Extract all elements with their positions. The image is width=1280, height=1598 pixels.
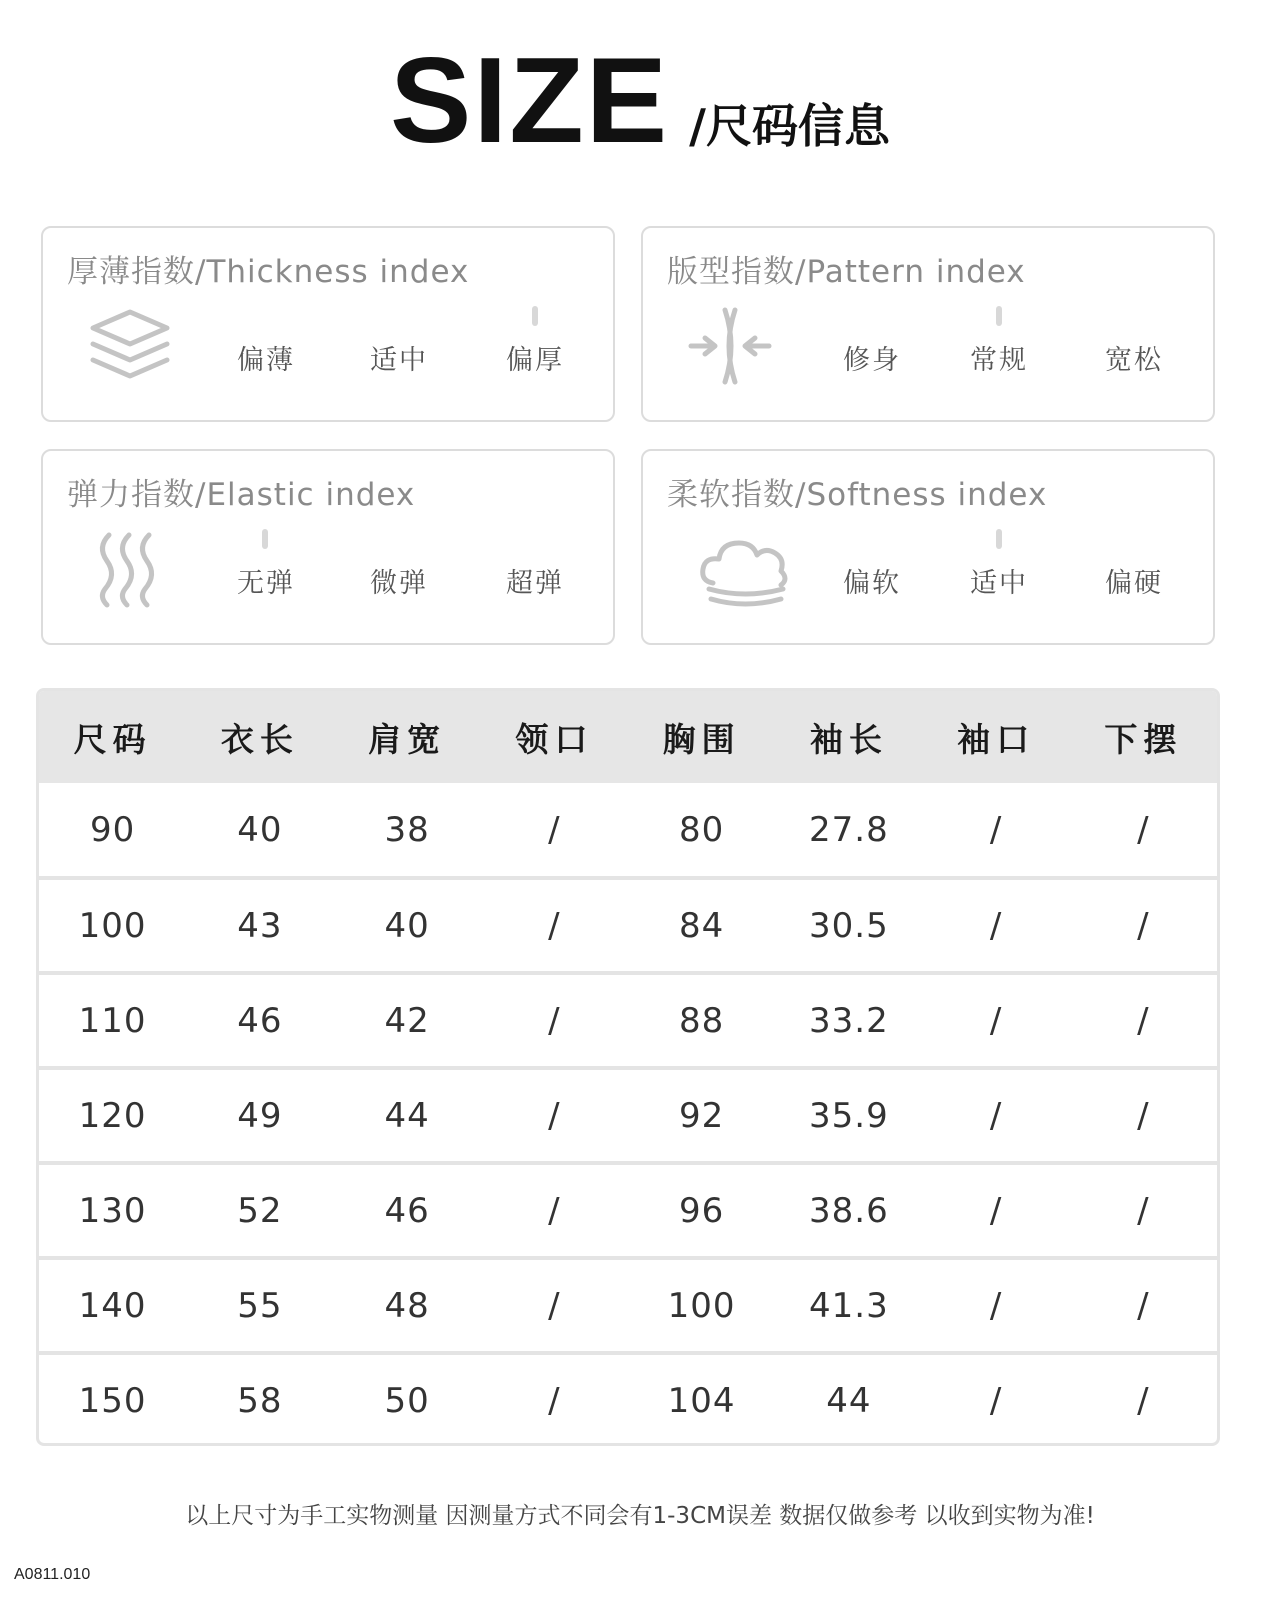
table-row <box>39 783 1217 876</box>
table-cell: / <box>548 905 561 946</box>
table-header-cell: 下摆 <box>1104 719 1183 759</box>
table-cell: / <box>548 1095 561 1136</box>
table-cell: / <box>1137 1380 1150 1421</box>
pattern-selected-marker <box>996 306 1002 326</box>
table-cell: 88 <box>678 1000 725 1041</box>
table-row <box>39 971 1217 1066</box>
table-cell: / <box>1137 1190 1150 1231</box>
softness-option-hard: 偏硬 <box>1105 568 1163 599</box>
thickness-index-card <box>41 226 615 422</box>
table-header-cell: 尺码 <box>73 719 152 759</box>
table-cell: 41.3 <box>809 1285 889 1326</box>
layers-icon <box>85 306 175 386</box>
table-header-cell: 领口 <box>515 719 594 759</box>
table-cell: / <box>548 1000 561 1041</box>
table-cell: / <box>548 809 561 850</box>
table-cell: / <box>1137 905 1150 946</box>
table-header-cell: 肩宽 <box>368 719 447 759</box>
table-cell: 30.5 <box>809 905 889 946</box>
table-cell: 27.8 <box>809 809 889 850</box>
table-cell: 58 <box>237 1380 283 1421</box>
thickness-option-medium: 适中 <box>370 345 428 376</box>
softness-index-title: 柔软指数/Softness index <box>667 477 1048 513</box>
pattern-index-title: 版型指数/Pattern index <box>667 254 1026 290</box>
table-header-cell: 胸围 <box>662 719 741 759</box>
title-subtitle: /尺码信息 <box>689 99 890 153</box>
table-cell: 52 <box>237 1190 283 1231</box>
table-row <box>39 1256 1217 1351</box>
table-cell: 40 <box>237 809 283 850</box>
table-row <box>39 1066 1217 1161</box>
table-cell: 44 <box>384 1095 430 1136</box>
thickness-index-title: 厚薄指数/Thickness index <box>67 254 470 290</box>
softness-option-soft: 偏软 <box>843 568 901 599</box>
elastic-option-super: 超弹 <box>506 568 564 599</box>
table-cell: / <box>989 1285 1003 1326</box>
table-cell: 80 <box>678 809 725 850</box>
pattern-option-regular: 常规 <box>970 345 1028 376</box>
waves-icon <box>85 529 175 609</box>
fit-arrows-icon <box>685 306 775 386</box>
table-cell: 42 <box>384 1000 430 1041</box>
page-title <box>0 30 1280 170</box>
table-row <box>39 1351 1217 1446</box>
table-cell: / <box>989 1095 1003 1136</box>
table-cell: 130 <box>78 1190 147 1231</box>
table-cell: 110 <box>78 1000 147 1041</box>
table-cell: 38 <box>384 809 430 850</box>
table-cell: / <box>989 809 1003 850</box>
thickness-option-thin: 偏薄 <box>237 345 295 376</box>
size-table <box>36 688 1220 1446</box>
table-cell: 50 <box>384 1380 430 1421</box>
thickness-option-thick: 偏厚 <box>506 345 564 376</box>
table-cell: / <box>1137 1285 1150 1326</box>
measurement-note: 以上尺寸为手工实物测量 因测量方式不同会有1-3CM误差 数据仅做参考 以收到实物为准! <box>185 1503 1095 1529</box>
table-cell: 100 <box>78 905 147 946</box>
pattern-option-slim: 修身 <box>843 345 901 376</box>
table-cell: 43 <box>237 905 283 946</box>
elastic-option-none: 无弹 <box>237 568 295 599</box>
table-body <box>39 783 1217 1446</box>
cloud-icon <box>697 529 791 609</box>
elastic-index-title: 弹力指数/Elastic index <box>67 477 416 513</box>
table-cell: 100 <box>667 1285 736 1326</box>
table-cell: / <box>989 1380 1003 1421</box>
table-row <box>39 1161 1217 1256</box>
table-cell: 38.6 <box>809 1190 889 1231</box>
thickness-selected-marker <box>532 306 538 326</box>
table-cell: / <box>989 1190 1003 1231</box>
table-row <box>39 876 1217 971</box>
table-cell: 84 <box>678 905 725 946</box>
table-cell: / <box>548 1380 561 1421</box>
table-cell: / <box>989 1000 1003 1041</box>
elastic-index-card <box>41 449 615 645</box>
elastic-option-slight: 微弹 <box>370 568 428 599</box>
table-cell: 92 <box>678 1095 725 1136</box>
product-code: A0811.010 <box>14 1566 91 1583</box>
table-header-row <box>39 691 1217 783</box>
pattern-option-loose: 宽松 <box>1105 345 1163 376</box>
table-cell: 120 <box>78 1095 147 1136</box>
softness-selected-marker <box>996 529 1002 549</box>
table-cell: 49 <box>237 1095 283 1136</box>
softness-option-medium: 适中 <box>970 568 1028 599</box>
table-cell: / <box>1137 1095 1150 1136</box>
table-cell: / <box>548 1190 561 1231</box>
softness-index-card <box>641 449 1215 645</box>
table-cell: 140 <box>78 1285 147 1326</box>
table-cell: / <box>1137 809 1150 850</box>
table-cell: / <box>1137 1000 1150 1041</box>
elastic-selected-marker <box>262 529 268 549</box>
table-cell: 46 <box>237 1000 283 1041</box>
table-header-cell: 衣长 <box>220 719 299 759</box>
table-cell: 35.9 <box>809 1095 889 1136</box>
table-header-cell: 袖口 <box>957 719 1036 759</box>
pattern-index-card <box>641 226 1215 422</box>
table-cell: 33.2 <box>809 1000 889 1041</box>
table-header-cell: 袖长 <box>809 719 888 759</box>
table-cell: 96 <box>678 1190 725 1231</box>
title-size: SIZE <box>390 32 670 168</box>
table-cell: 44 <box>826 1380 872 1421</box>
table-cell: 104 <box>667 1380 736 1421</box>
table-cell: 150 <box>78 1380 147 1421</box>
table-cell: 90 <box>89 809 136 850</box>
table-cell: 48 <box>384 1285 430 1326</box>
table-cell: 55 <box>237 1285 283 1326</box>
table-cell: 40 <box>384 905 430 946</box>
table-cell: 46 <box>384 1190 430 1231</box>
table-cell: / <box>989 905 1003 946</box>
table-cell: / <box>548 1285 561 1326</box>
